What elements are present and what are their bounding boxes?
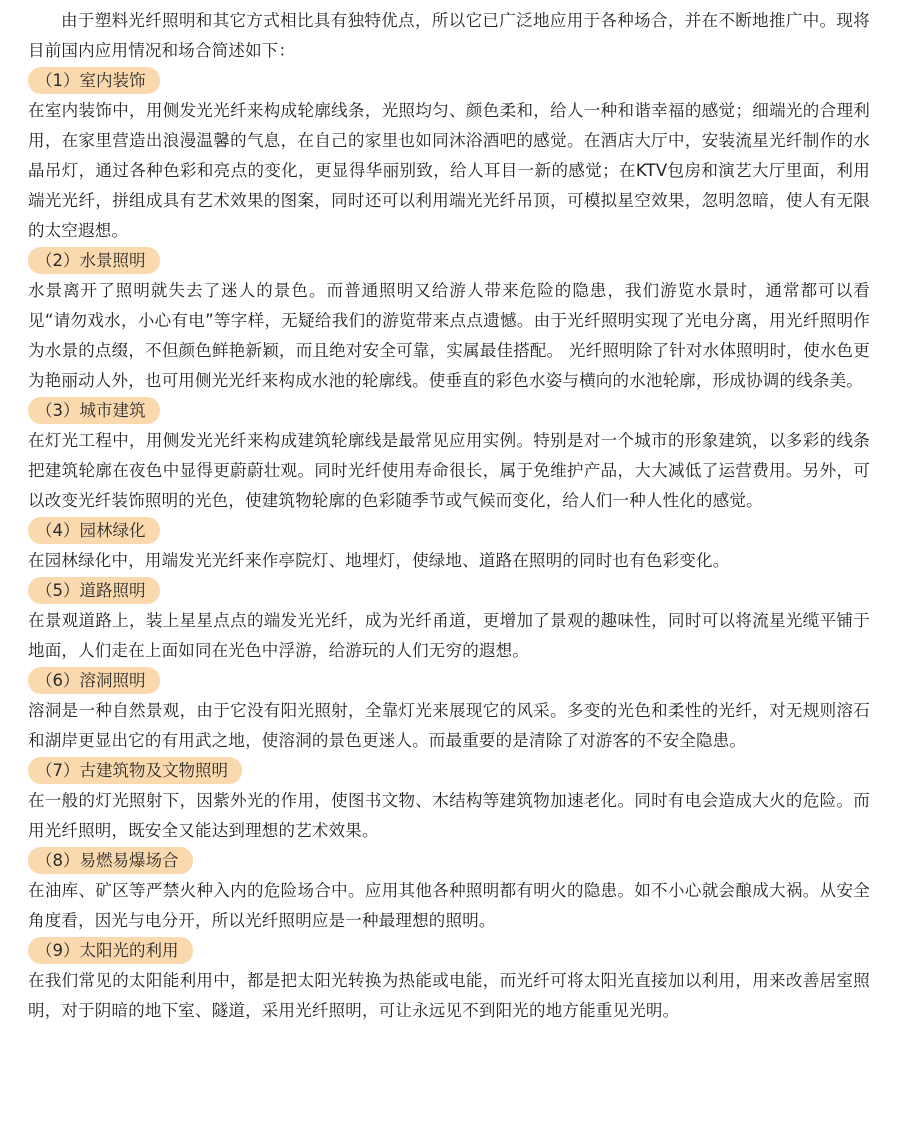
section-garden-greening <box>28 516 870 576</box>
section-body: 在景观道路上，装上星星点点的端发光光纤，成为光纤甬道，更增加了景观的趣味性，同时可以将流星光缆平铺于地面，人们走在上面如同在光色中浮游，给游玩的人们无穷的遐想。 <box>28 611 870 660</box>
section-body: 溶洞是一种自然景观，由于它没有阳光照射，全靠灯光来展现它的风采。多变的光色和柔性的光纤，对无规则溶石和湖岸更显出它的有用武之地，使溶洞的景色更迷人。而最重要的是清除了对游客的不安全隐患。 <box>28 701 870 750</box>
section-hazardous-sites <box>28 846 870 936</box>
section-heading: （5）道路照明 <box>28 577 160 604</box>
section-urban-architecture <box>28 396 870 516</box>
section-body: 在室内装饰中，用侧发光光纤来构成轮廓线条，光照均匀、颜色柔和，给人一种和谐幸福的感觉；细端光的合理利用，在家里营造出浪漫温馨的气息，在自己的家里也如同沐浴酒吧的感觉。在酒店大厅中，安装流星光纤制作的水晶吊灯，通过各种色彩和亮点的变化，更显得华丽别致，给人耳目一新的感觉；在KTV包房和演艺大厅里面，利用端光光纤，拼组成具有艺术效果的图案，同时还可以利用端光光纤吊顶，可模拟星空效果，忽明忽暗，使人有无限的太空遐想。 <box>28 101 870 240</box>
section-waterscape-lighting <box>28 246 870 396</box>
section-sunlight-utilization <box>28 936 870 1026</box>
section-body: 在园林绿化中，用端发光光纤来作亭院灯、地埋灯，使绿地、道路在照明的同时也有色彩变化。 <box>28 551 730 570</box>
section-body: 在油库、矿区等严禁火种入内的危险场合中。应用其他各种照明都有明火的隐患。如不小心就会酿成大祸。从安全角度看，因光与电分开，所以光纤照明应是一种最理想的照明。 <box>28 881 870 930</box>
section-heading: （4）园林绿化 <box>28 517 160 544</box>
section-cave-lighting <box>28 666 870 756</box>
intro-paragraph: 由于塑料光纤照明和其它方式相比具有独特优点，所以它已广泛地应用于各种场合，并在不断地推广中。现将目前国内应用情况和场合简述如下： <box>28 11 870 60</box>
section-road-lighting <box>28 576 870 666</box>
section-heading: （2）水景照明 <box>28 247 160 274</box>
section-body: 在我们常见的太阳能利用中，都是把太阳光转换为热能或电能，而光纤可将太阳光直接加以利用，用来改善居室照明，对于阴暗的地下室、隧道，采用光纤照明，可让永远见不到阳光的地方能重见光明。 <box>28 971 870 1020</box>
section-heading: （6）溶洞照明 <box>28 667 160 694</box>
section-body: 水景离开了照明就失去了迷人的景色。而普通照明又给游人带来危险的隐患，我们游览水景时，通常都可以看见“请勿戏水，小心有电”等字样，无疑给我们的游览带来点点遗憾。由于光纤照明实现了光电分离，用光纤照明作为水景的点缀，不但颜色鲜艳新颖，而且绝对安全可靠，实属最佳搭配。 光纤照明除了针对水体照明时，使水色更为艳丽动人外，也可用侧光光纤来构成水池的轮廓线。使垂直的彩色水姿与横向的水池轮廓，形成协调的线条美。 <box>28 281 870 390</box>
section-body: 在一般的灯光照射下，因紫外光的作用，使图书文物、木结构等建筑物加速老化。同时有电会造成大火的危险。而用光纤照明，既安全又能达到理想的艺术效果。 <box>28 791 870 840</box>
section-heading: （9）太阳光的利用 <box>28 937 193 964</box>
section-heading: （8）易燃易爆场合 <box>28 847 193 874</box>
section-body: 在灯光工程中，用侧发光光纤来构成建筑轮廓线是最常见应用实例。特别是对一个城市的形象建筑，以多彩的线条把建筑轮廓在夜色中显得更蔚蔚壮观。同时光纤使用寿命很长，属于免维护产品，大大减低了运营费用。另外，可以改变光纤装饰照明的光色，使建筑物轮廓的色彩随季节或气候而变化，给人们一种人性化的感觉。 <box>28 431 870 510</box>
section-heading: （3）城市建筑 <box>28 397 160 424</box>
section-indoor-decoration <box>28 66 870 246</box>
section-heading: （7）古建筑物及文物照明 <box>28 757 242 784</box>
section-heritage-lighting <box>28 756 870 846</box>
section-heading: （1）室内装饰 <box>28 67 160 94</box>
